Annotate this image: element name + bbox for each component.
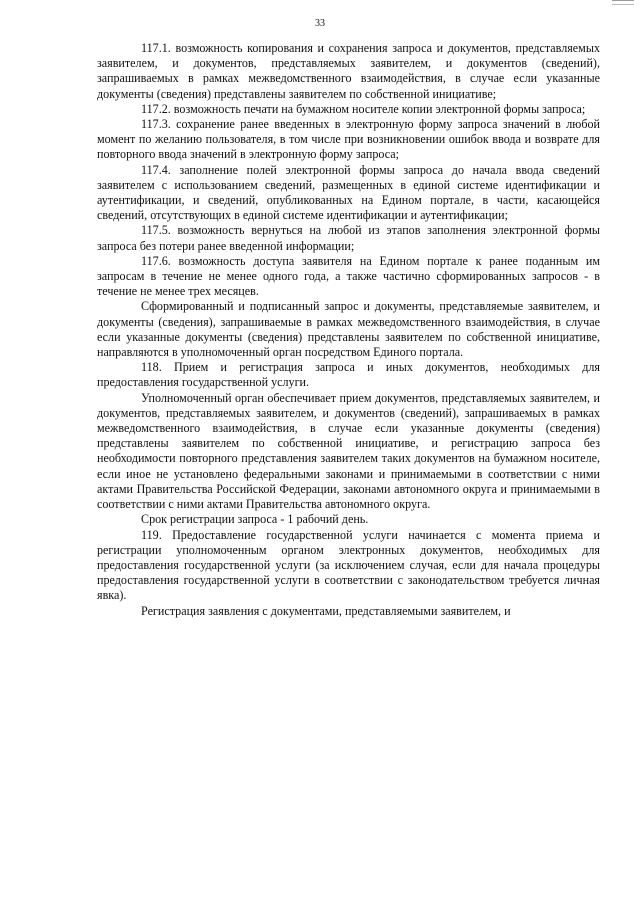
document-body [97,41,600,619]
paragraph-registration-continued: Регистрация заявления с документами, представляемыми заявителем, и [141,603,511,618]
paragraph-117-6: 117.6. возможность доступа заявителя на Едином портале к ранее поданным им запросам в течение не менее одного года, а также частично сформированных запросов - в течение не менее трех месяцев. [97,253,600,299]
paragraph-119: 119. Предоставление государственной услуги начинается с момента приема и регистрации уполномоченным органом электронных документов, необходимых для предоставления государственной услуги (за исключением случая, если для начала процедуры предоставления государственной услуги в соответствии с законодательством требуется личная явка). [97,527,600,603]
paragraph-117-1: 117.1. возможность копирования и сохранения запроса и документов, представляемых заявителем, и документов, представляемых заявителем, и документов (сведений), запрашиваемых в рамках межведомственного взаимодействия, в случае если указанные документы (сведения) представлены заявителем по собственной инициативе; [97,41,600,101]
scan-corner-mark [612,0,634,5]
paragraph-118: 118. Прием и регистрация запроса и иных документов, необходимых для предоставления государственной услуги. [97,360,600,390]
paragraph-117-2: 117.2. возможность печати на бумажном носителе копии электронной формы запроса; [141,101,586,116]
paragraph-117-5: 117.5. возможность вернуться на любой из этапов заполнения электронной формы запроса без потери ранее введенной информации; [97,223,600,253]
paragraph-authorized-body: Уполномоченный орган обеспечивает прием документов, представляемых заявителем, и документов, представляемых заявителем, и документов (сведений), запрашиваемых в рамках межведомственного взаимодействия, в случае если указанные документы (сведения) представлены заявителем по собственной инициативе, и регистрацию запроса без необходимости повторного представления заявителем таких документов на бумажном носителе, если иное не установлено федеральными законами и принимаемыми в соответствии с ними актами Правительства Российской Федерации, законами автономного округа и принимаемыми в соответствии с ними актами Правительства автономного округа. [97,390,600,512]
paragraph-registration-term: Срок регистрации запроса - 1 рабочий день. [141,512,369,527]
page-number: 33 [315,18,325,29]
paragraph-formed-request: Сформированный и подписанный запрос и документы, представляемые заявителем, и документы (сведения), запрашиваемые в рамках межведомственного взаимодействия, в случае если указанные документы (сведения) представлены заявителем по собственной инициативе, направляются в уполномоченный орган посредством Единого портала. [97,299,600,360]
paragraph-117-4: 117.4. заполнение полей электронной формы запроса до начала ввода сведений заявителем с использованием сведений, размещенных в единой системе идентификации и аутентификации, и сведений, опубликованных на Едином портале, в части, касающейся сведений, отсутствующих в единой системе идентификации и аутентификации; [97,162,600,223]
paragraph-117-3: 117.3. сохранение ранее введенных в электронную форму запроса значений в любой момент по желанию пользователя, в том числе при возникновении ошибок ввода и возврате для повторного ввода значений в электронную форму запроса; [97,117,600,162]
